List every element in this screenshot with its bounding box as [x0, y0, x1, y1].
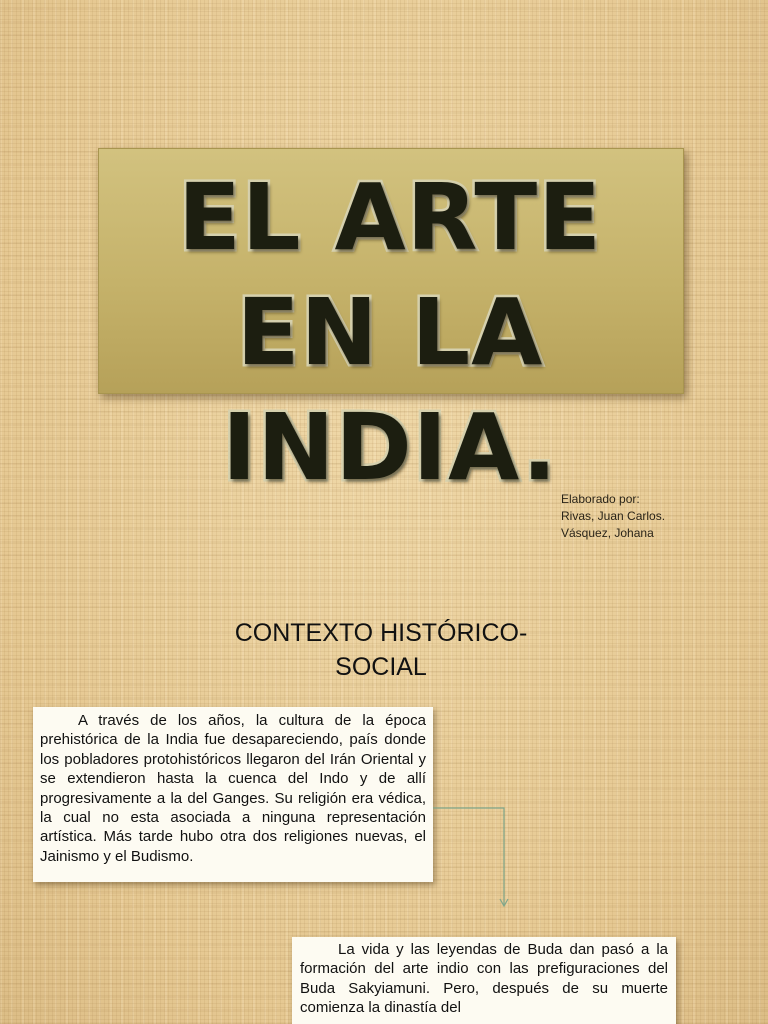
credits-author-1: Rivas, Juan Carlos. [561, 509, 666, 523]
credits-author-2: Vásquez, Johana [561, 526, 654, 540]
title-line-1: EL ARTE [177, 164, 602, 271]
section-heading-line-1: CONTEXTO HISTÓRICO- [234, 619, 528, 647]
paragraph-buddha: La vida y las leyendas de Buda dan pasó a la formación del arte indio con las prefiguraciones del Buda Sakyiamuni. Pero, después de su muerte comienza la dinastía del [300, 941, 668, 1017]
text-box-buddha [292, 937, 676, 1024]
title-line-3: INDIA. [222, 394, 558, 501]
section-heading [150, 616, 612, 684]
slide-title [98, 160, 682, 505]
title-line-2: EN LA [236, 279, 544, 386]
paragraph-historical-context: A través de los años, la cultura de la época prehistórica de la India fue desapareciendo, país donde los pobladores protohistóricos llegaron del Irán Oriental y se extendieron hasta la cuenca del Indo y de allí progresivamente a la del Ganges. Su religión era védica, la cual no esta asociada a ninguna representación artística. Más tarde hubo otra dos religiones nuevas, el Jainismo y el Budismo. [40, 712, 426, 865]
connector-line [433, 808, 504, 905]
credits-heading: Elaborado por: [561, 492, 640, 506]
connector-arrowhead [500, 899, 508, 906]
credits-block [561, 491, 665, 542]
section-heading-line-2: SOCIAL [335, 653, 427, 681]
text-box-historical-context [33, 707, 433, 882]
